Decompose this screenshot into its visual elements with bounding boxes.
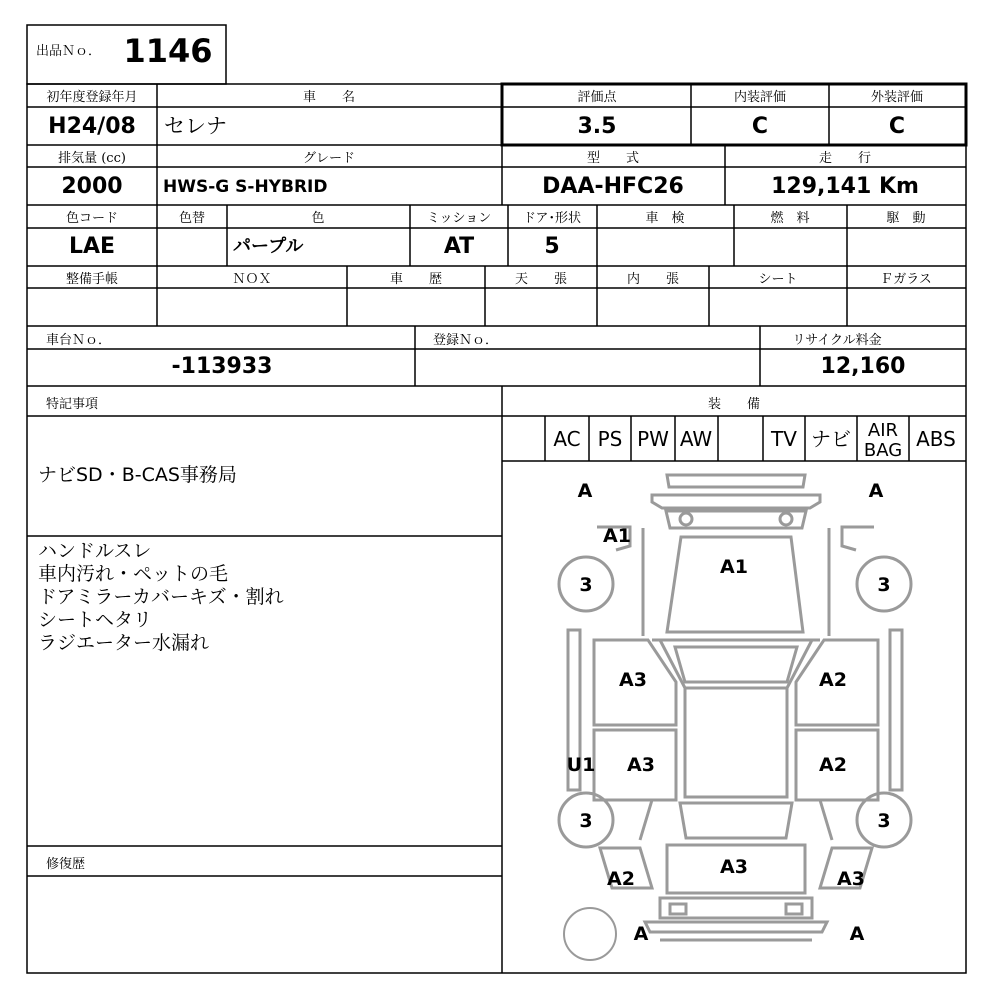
exterior-value: C xyxy=(888,114,906,139)
mission-value: AT xyxy=(443,234,475,259)
registration-label: 登録Ｎｏ． xyxy=(433,333,499,348)
drive-label: 駆 動 xyxy=(886,211,926,226)
notes-label: 特記事項 xyxy=(46,397,99,412)
color-code-value: LAE xyxy=(68,234,116,259)
mark-hood: A1 xyxy=(720,556,748,578)
door-value: 5 xyxy=(544,234,560,259)
notes-line-3: 車内汚れ・ペットの毛 xyxy=(38,563,229,585)
equipment-label: 装 備 xyxy=(707,397,761,412)
mark-tire-fr: 3 xyxy=(877,574,891,596)
door-label: ドア･形状 xyxy=(522,211,582,226)
headliner-label: 天 張 xyxy=(514,272,568,287)
nox-label: ＮＯＸ xyxy=(232,272,272,287)
displacement-value: 2000 xyxy=(61,174,123,199)
grade-label: グレード xyxy=(302,151,356,166)
mark-tire-rr: 3 xyxy=(877,810,891,832)
trim-label: 内 張 xyxy=(626,272,680,287)
color-value: パープル xyxy=(233,236,304,257)
equip-ps: PS xyxy=(597,427,623,451)
notes-line-1: ナビSD・B-CAS事務局 xyxy=(38,464,237,486)
score-label: 評価点 xyxy=(577,90,617,105)
equip-aw: AW xyxy=(679,427,713,451)
color-label: 色 xyxy=(311,211,325,226)
equip-pw: PW xyxy=(637,427,669,451)
mark-front-left: A xyxy=(577,480,593,502)
exterior-label: 外装評価 xyxy=(870,90,924,105)
fuel-label: 燃 料 xyxy=(770,211,810,226)
equip-airbag-bottom: BAG xyxy=(863,440,903,461)
notes-line-2: ハンドルスレ xyxy=(38,540,152,562)
mark-rear-door-right: A2 xyxy=(819,754,847,776)
mark-rear-right: A3 xyxy=(837,868,865,890)
inspection-label: 車 検 xyxy=(645,211,685,226)
mileage-label: 走 行 xyxy=(818,151,872,166)
equip-ac: AC xyxy=(553,427,581,451)
equip-tv: TV xyxy=(771,427,797,451)
equip-navi: ナビ xyxy=(811,427,851,451)
interior-label: 内装評価 xyxy=(733,90,787,105)
lot-number: 1146 xyxy=(123,32,213,70)
mark-bumper-rear-right: A xyxy=(849,923,865,945)
spare-tire-icon xyxy=(564,908,616,960)
equip-abs: ABS xyxy=(916,427,956,451)
mark-hood-left: A1 xyxy=(603,525,631,547)
notes-line-5: シートヘタリ xyxy=(38,609,153,631)
mark-front-door-right: A2 xyxy=(819,669,847,691)
mark-rear-door-left: A3 xyxy=(627,754,655,776)
maintenance-book-label: 整備手帳 xyxy=(65,272,119,287)
mark-rocker-left: U1 xyxy=(566,754,596,776)
mark-front-right: A xyxy=(868,480,884,502)
car-name-value: セレナ xyxy=(164,114,227,138)
recycle-value: 12,160 xyxy=(820,354,906,379)
repaint-label: 色替 xyxy=(178,211,206,226)
first-registration-value: H24/08 xyxy=(48,114,136,139)
mark-bumper-rear-left: A xyxy=(633,923,649,945)
equip-airbag-top: AIR xyxy=(867,420,899,441)
first-registration-label: 初年度登録年月 xyxy=(46,90,138,105)
score-value: 3.5 xyxy=(577,114,617,139)
windshield-label: Ｆガラス xyxy=(880,272,932,287)
color-code-label: 色コード xyxy=(65,211,119,226)
mission-label: ミッション xyxy=(426,211,492,226)
car-name-label: 車 名 xyxy=(302,90,356,105)
notes-line-6: ラジエーター水漏れ xyxy=(38,632,210,654)
seat-label: シート xyxy=(758,272,798,287)
mark-trunk: A3 xyxy=(720,856,748,878)
chassis-label: 車台Ｎｏ． xyxy=(46,333,112,348)
mark-rear-left: A2 xyxy=(607,868,635,890)
displacement-label: 排気量 (cc) xyxy=(58,151,126,166)
repair-history-label: 修復歴 xyxy=(46,857,86,872)
recycle-label: リサイクル料金 xyxy=(792,333,882,348)
mileage-value: 129,141 Km xyxy=(771,174,919,199)
model-value: DAA-HFC26 xyxy=(542,174,684,199)
lot-label: 出品Ｎｏ． xyxy=(36,44,102,59)
mark-tire-rl: 3 xyxy=(579,810,593,832)
mark-tire-fl: 3 xyxy=(579,574,593,596)
interior-value: C xyxy=(751,114,769,139)
model-label: 型 式 xyxy=(586,151,640,166)
chassis-value: -113933 xyxy=(171,354,273,379)
notes-line-4: ドアミラーカバーキズ・割れ xyxy=(38,586,284,608)
history-label: 車 歴 xyxy=(389,272,443,287)
mark-front-door-left: A3 xyxy=(619,669,647,691)
grade-value: HWS-G S-HYBRID xyxy=(163,177,328,197)
